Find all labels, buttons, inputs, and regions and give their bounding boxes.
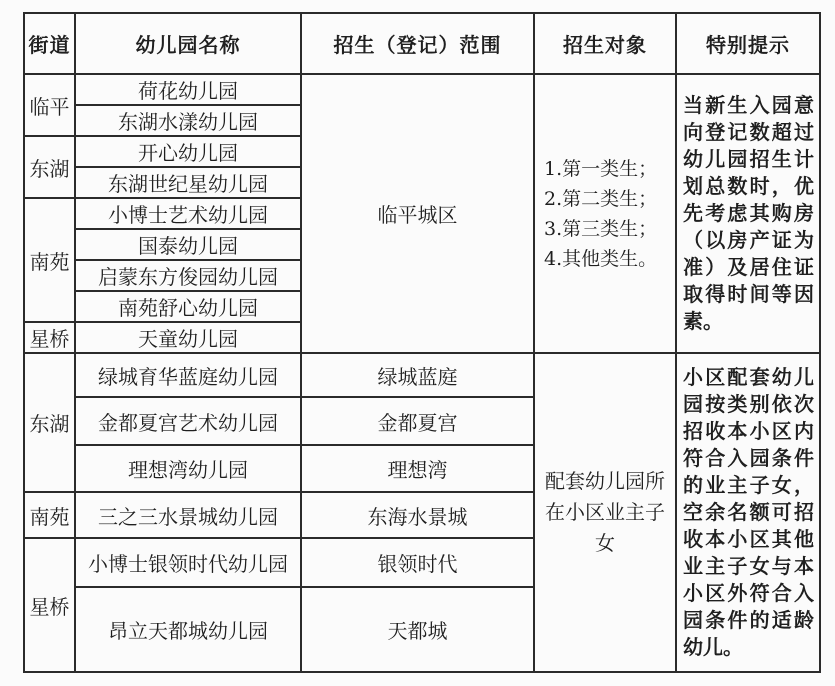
kindergarten-cell: 小博士银领时代幼儿园 — [75, 538, 301, 587]
table-row — [24, 353, 820, 397]
scope-cell: 东海水景城 — [301, 492, 534, 538]
scope-cell: 金都夏宫 — [301, 397, 534, 445]
street-cell-nanyuan: 南苑 — [24, 198, 75, 322]
kindergarten-cell: 绿城育华蓝庭幼儿园 — [75, 353, 301, 397]
street-cell-nanyuan-2: 南苑 — [24, 492, 75, 538]
kindergarten-cell: 启蒙东方俊园幼儿园 — [75, 260, 301, 291]
street-cell-linping: 临平 — [24, 74, 75, 136]
header-notice: 特别提示 — [676, 13, 820, 74]
kindergarten-cell: 天童幼儿园 — [75, 322, 301, 353]
enrollment-table-container — [23, 12, 821, 673]
scope-cell: 绿城蓝庭 — [301, 353, 534, 397]
kindergarten-cell: 南苑舒心幼儿园 — [75, 291, 301, 322]
table-row — [24, 74, 820, 105]
header-target: 招生对象 — [534, 13, 676, 74]
header-kindergarten-name: 幼儿园名称 — [75, 13, 301, 74]
kindergarten-cell: 国泰幼儿园 — [75, 229, 301, 260]
kindergarten-cell: 昂立天都城幼儿园 — [75, 587, 301, 672]
header-scope: 招生（登记）范围 — [301, 13, 534, 74]
street-cell-xingqiao: 星桥 — [24, 322, 75, 353]
street-cell-donghu-2: 东湖 — [24, 353, 75, 492]
kindergarten-cell: 开心幼儿园 — [75, 136, 301, 167]
notice-cell-section1: 当新生入园意向登记数超过幼儿园招生计划总数时，优先考虑其购房（以房产证为准）及居住证取得时间等因素。 — [676, 74, 820, 353]
target-item-3: 3.第三类生； — [544, 217, 658, 240]
scope-cell: 银领时代 — [301, 538, 534, 587]
kindergarten-cell: 金都夏宫艺术幼儿园 — [75, 397, 301, 445]
target-item-2: 2.第二类生； — [544, 187, 658, 210]
scope-cell: 天都城 — [301, 587, 534, 672]
scope-cell-linping-urban: 临平城区 — [301, 74, 534, 353]
kindergarten-cell: 小博士艺术幼儿园 — [75, 198, 301, 229]
street-cell-donghu: 东湖 — [24, 136, 75, 198]
target-cell-section1 — [534, 74, 676, 353]
scope-cell: 理想湾 — [301, 445, 534, 492]
street-cell-xingqiao-2: 星桥 — [24, 538, 75, 672]
kindergarten-cell: 三之三水景城幼儿园 — [75, 492, 301, 538]
enrollment-table — [23, 12, 821, 673]
target-item-4: 4.其他类生。 — [544, 247, 658, 270]
kindergarten-cell: 理想湾幼儿园 — [75, 445, 301, 492]
target-item-1: 1.第一类生； — [544, 157, 658, 180]
target-cell-section2: 配套幼儿园所在小区业主子女 — [534, 353, 676, 672]
header-row — [24, 13, 820, 74]
kindergarten-cell: 东湖世纪星幼儿园 — [75, 167, 301, 198]
kindergarten-cell: 荷花幼儿园 — [75, 74, 301, 105]
kindergarten-cell: 东湖水漾幼儿园 — [75, 105, 301, 136]
notice-cell-section2: 小区配套幼儿园按类别依次招收本小区内符合入园条件的业主子女，空余名额可招收本小区其他业主子女与本小区外符合入园条件的适龄幼儿。 — [676, 353, 820, 672]
header-street: 街道 — [24, 13, 75, 74]
